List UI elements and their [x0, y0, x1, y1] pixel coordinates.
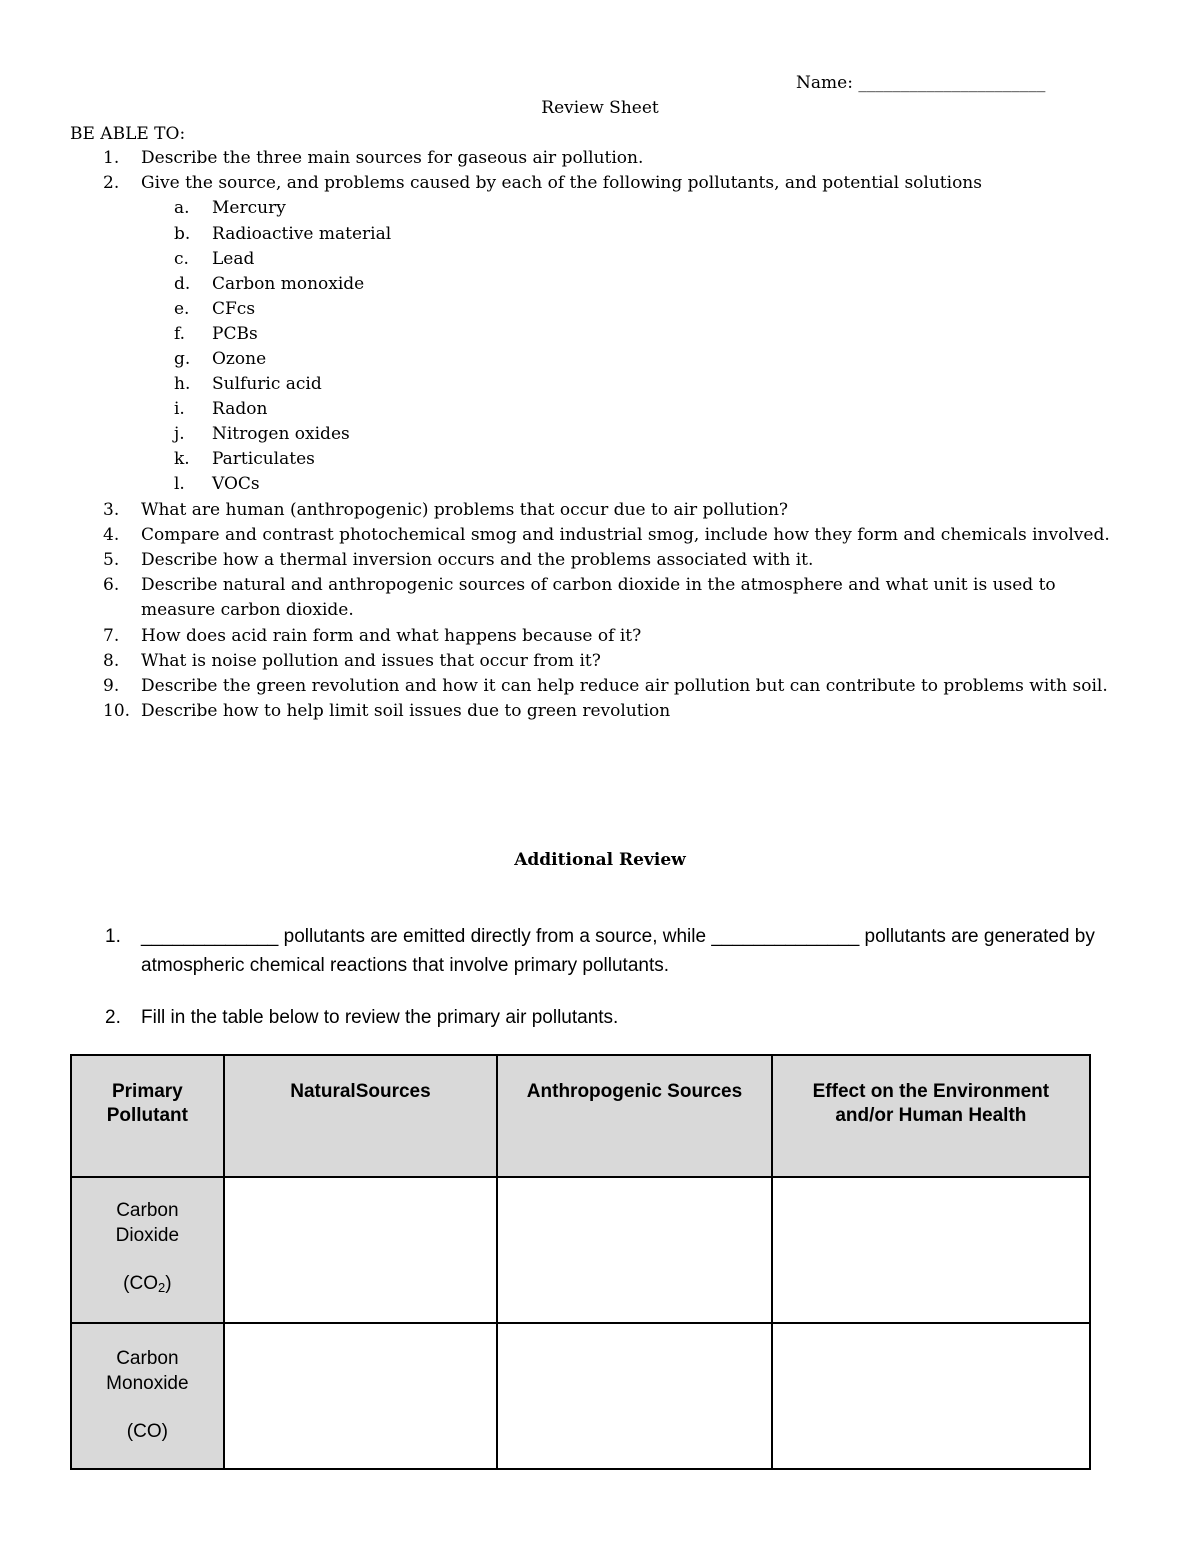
item-number: 6.	[103, 575, 120, 596]
pollutant-name-line: Dioxide	[115, 1224, 180, 1246]
review-item	[70, 674, 1135, 699]
sub-item	[141, 372, 1135, 397]
sub-text: Ozone	[212, 348, 267, 369]
sub-letter: j.	[174, 424, 185, 445]
pollutant-name-cell	[71, 1177, 224, 1323]
table-instruction	[105, 1003, 1105, 1032]
header-line: and/or Human Health	[835, 1105, 1027, 1126]
formula-text: (CO	[123, 1273, 158, 1295]
header-primary-pollutant	[71, 1055, 224, 1177]
item-text: Compare and contrast photochemical smog and industrial smog, include how they form and chemicals involved.	[141, 524, 1110, 545]
review-item	[70, 171, 1135, 497]
question-text: _____________ pollutants are emitted directly from a source, while ______________ pollutants are generated by atmospheric chemical reactions that involve primary pollutants.	[141, 926, 1095, 976]
item-number: 4.	[103, 524, 120, 545]
sub-item	[141, 347, 1135, 372]
sub-letter: f.	[174, 323, 186, 344]
sub-letter: b.	[174, 223, 191, 244]
anthropogenic-sources-cell[interactable]	[497, 1323, 771, 1469]
table-row	[71, 1177, 1090, 1323]
question-number: 2.	[105, 1007, 121, 1028]
item-text: Describe the green revolution and how it can help reduce air pollution but can contribute to problems with soil.	[141, 675, 1108, 696]
table-header-row	[71, 1055, 1090, 1177]
review-item	[70, 573, 1135, 623]
header-line: Effect on the Environment	[812, 1081, 1050, 1102]
question-number: 1.	[105, 926, 121, 947]
header-effect	[772, 1055, 1090, 1177]
sub-text: Radon	[212, 399, 268, 420]
sub-letter: k.	[174, 449, 190, 470]
effect-cell[interactable]	[772, 1177, 1090, 1323]
table-row	[71, 1323, 1090, 1469]
be-able-to-heading: BE ABLE TO:	[70, 124, 186, 144]
item-text: How does acid rain form and what happens because of it?	[141, 625, 642, 646]
item-text: Describe how to help limit soil issues due to green revolution	[141, 701, 671, 722]
item-number: 7.	[103, 625, 120, 646]
pollutant-name-line: Carbon	[116, 1200, 179, 1222]
natural-sources-cell[interactable]	[224, 1323, 498, 1469]
sub-letter: l.	[174, 474, 185, 495]
natural-sources-cell[interactable]	[224, 1177, 498, 1323]
sub-item	[141, 196, 1135, 221]
page-title: Review Sheet	[541, 98, 659, 118]
item-text: Describe natural and anthropogenic sources of carbon dioxide in the atmosphere and what unit is used to measure carbon dioxide.	[141, 575, 1056, 621]
sub-item	[141, 422, 1135, 447]
pollutant-name-line: Carbon	[116, 1348, 179, 1370]
sub-item	[141, 272, 1135, 297]
sub-item	[141, 297, 1135, 322]
sub-item	[141, 222, 1135, 247]
pollutant-name-line: Monoxide	[106, 1372, 189, 1394]
fill-in-question	[105, 922, 1105, 980]
effect-cell[interactable]	[772, 1323, 1090, 1469]
review-item	[70, 523, 1135, 548]
sub-text: CFcs	[212, 298, 256, 319]
item-text: What is noise pollution and issues that occur from it?	[141, 650, 601, 671]
sub-text: Lead	[212, 248, 255, 269]
item-number: 1.	[103, 148, 120, 168]
sub-letter: e.	[174, 298, 190, 319]
formula-text: (CO)	[126, 1421, 168, 1443]
chemical-formula	[72, 1272, 223, 1301]
item-text: What are human (anthropogenic) problems that occur due to air pollution?	[141, 499, 789, 520]
item-number: 8.	[103, 650, 120, 671]
chemical-formula	[72, 1420, 223, 1445]
item-number: 3.	[103, 499, 120, 520]
review-item	[70, 699, 1135, 724]
sub-text: Sulfuric acid	[212, 374, 322, 395]
item-number: 2.	[103, 173, 120, 194]
sub-text: Nitrogen oxides	[212, 424, 350, 445]
item-number: 10.	[103, 701, 131, 722]
item-number: 9.	[103, 675, 120, 696]
formula-subscript: 2	[158, 1280, 166, 1296]
review-item	[70, 624, 1135, 649]
sub-letter: d.	[174, 273, 191, 294]
sub-letter: c.	[174, 248, 189, 269]
item-text: Describe the three main sources for gaseous air pollution.	[141, 148, 644, 168]
sub-text: Mercury	[212, 198, 286, 219]
sub-item	[141, 247, 1135, 272]
sub-letter: i.	[174, 399, 185, 420]
additional-review-heading: Additional Review	[514, 850, 686, 870]
review-item	[70, 146, 1135, 171]
header-line: Primary	[111, 1081, 183, 1102]
sub-letter: g.	[174, 348, 191, 369]
sub-letter: h.	[174, 374, 191, 395]
formula-text: )	[165, 1273, 172, 1295]
sub-item	[141, 397, 1135, 422]
anthropogenic-sources-cell[interactable]	[497, 1177, 771, 1323]
header-anthropogenic-sources: Anthropogenic Sources	[497, 1055, 771, 1177]
sub-item	[141, 447, 1135, 472]
sub-text: Radioactive material	[212, 223, 392, 244]
item-text: Describe how a thermal inversion occurs and the problems associated with it.	[141, 549, 814, 570]
pollutant-table	[70, 1054, 1091, 1470]
header-line: Pollutant	[106, 1105, 188, 1126]
sub-text: Particulates	[212, 449, 315, 470]
review-item	[70, 649, 1135, 674]
sub-text: PCBs	[212, 323, 258, 344]
sub-item	[141, 472, 1135, 497]
header-natural-sources: NaturalSources	[224, 1055, 498, 1177]
item-number: 5.	[103, 549, 120, 570]
review-list	[70, 146, 1135, 724]
sub-text: VOCs	[212, 474, 260, 495]
sub-letter: a.	[174, 198, 190, 219]
item-text: Give the source, and problems caused by each of the following pollutants, and potential solutions	[141, 173, 982, 194]
name-field-label: Name: ______________________	[796, 73, 1046, 93]
pollutant-name-cell	[71, 1323, 224, 1469]
question-text: Fill in the table below to review the primary air pollutants.	[141, 1007, 619, 1028]
review-item	[70, 498, 1135, 523]
review-item	[70, 548, 1135, 573]
pollutant-sublist	[141, 196, 1135, 497]
sub-item	[141, 322, 1135, 347]
sub-text: Carbon monoxide	[212, 273, 365, 294]
